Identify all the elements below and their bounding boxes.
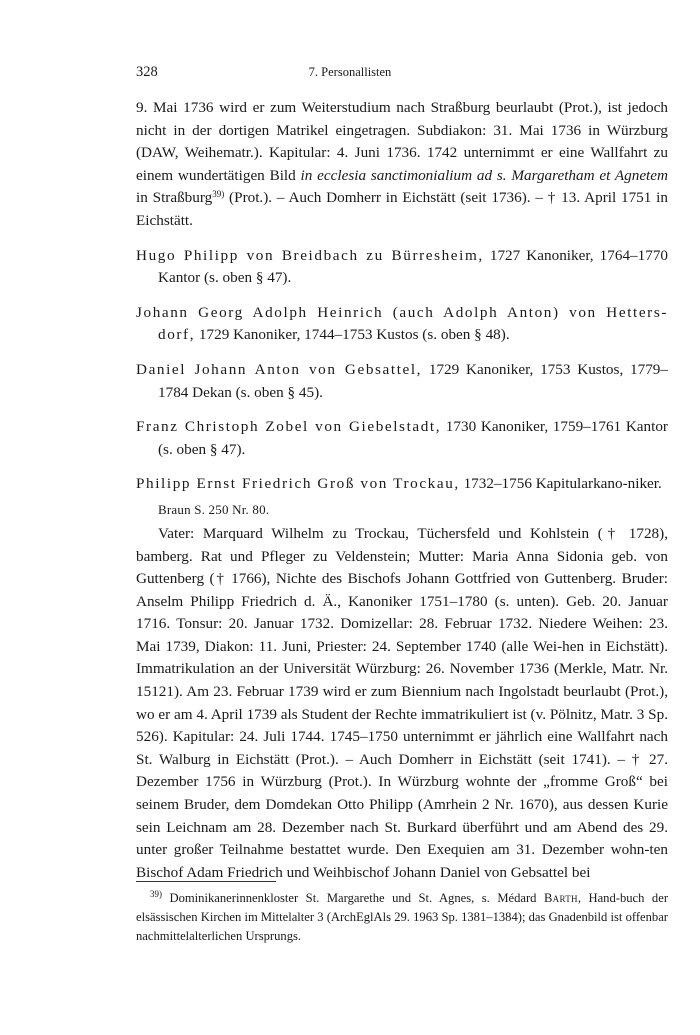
footnote-divider (136, 881, 276, 882)
person-entry-zobel (136, 416, 668, 461)
person-entry-gross-von-trockau (136, 473, 668, 496)
person-details: 1732–1756 Kapitularkano-niker. (459, 475, 662, 493)
footnote-author: Barth (543, 891, 578, 905)
person-entry-gebsattel (136, 359, 668, 404)
source-reference: Braun S. 250 Nr. 80. (158, 501, 270, 517)
footnote-text: Dominikanerinnenkloster St. Margarethe und St. Agnes, s. Médard (162, 891, 544, 905)
intro-text-place: in Straßburg (136, 189, 213, 207)
footnote-reference[interactable]: 39) (212, 189, 225, 200)
body-text (136, 97, 668, 884)
intro-latin-phrase: in ecclesia sanctimonialium ad s. Margaretham et Agnetem (300, 166, 668, 184)
person-name: Johann Georg Adolph Heinrich (auch Adolph Anton) von Hetters-dorf, (136, 303, 668, 344)
person-name: Philipp Ernst Friedrich Groß von Trockau, (136, 475, 460, 493)
person-details: 1729 Kanoniker, 1753 Kustos, 1779–1784 Dekan (s. oben § 45). (158, 360, 668, 401)
footnote-39 (136, 889, 668, 946)
person-entry-breidbach (136, 245, 668, 290)
intro-text: 9. Mai 1736 wird er zum Weiterstudium nach Straßburg beurlaubt (Prot.), ist jedoch nicht in der dortigen Matrikel eingetragen. Subdiakon: 31. Mai 1736 in Würzburg (DAW, Weihematr.). Kapitular: 4. Juni 1736. 1742 unternimmt er eine Wallfahrt zu einem wundertätigen Bild (136, 99, 668, 184)
person-details: 1730 Kanoniker, 1759–1761 Kantor (s. oben § 47). (158, 418, 668, 458)
running-head: 7. Personallisten (308, 65, 392, 79)
intro-paragraph (136, 97, 668, 233)
biography-paragraph: Vater: Marquard Wilhelm zu Trockau, Tüchersfeld und Kohlstein († 1728), bamberg. Rat und Pfleger zu Veldenstein; Mutter: Maria Anna Sidonia geb. von Guttenberg († 1766), Nichte des Bischofs Johann Gottfried von Guttenberg. Bruder: Anselm Philipp Friedrich d. Ä., Kanoniker 1751–1780 (s. unten). Geb. 20. Januar 1716. Tonsur: 20. Januar 1732. Domizellar: 28. Februar 1732. Niedere Weihen: 23. Mai 1739, Diakon: 11. Juni, Priester: 24. September 1740 (alle Wei-hen in Eichstätt). Immatrikulation an der Universität Würzburg: 26. November 1736 (Merkle, Matr. Nr. 15121). Am 23. Februar 1739 wird er zum Biennium nach Ingolstadt beurlaubt (Prot.), wo er am 4. April 1739 als Student der Rechte immatrikuliert ist (v. Pölnitz, Matr. 3 Sp. 526). Kapitular: 24. Juli 1744. 1745–1750 unternimmt er jährlich eine Wallfahrt nach St. Walburg in Eichstätt (Prot.). – Auch Domherr in Eichstätt (seit 1741). – † 27. Dezember 1756 in Würzburg (Prot.). In Würzburg wohnte der „fromme Groß“ bei seinem Bruder, dem Domdekan Otto Philipp (Amrhein 2 Nr. 1670), aus dessen Kurie sein Leichnam am 28. Dezember nach St. Burkard überführt und am Abend des 29. unter großer Teilnahme bestattet wurde. Den Exequien am 31. Dezember wohn-ten Bischof Adam Friedrich und Weihbischof Johann Daniel von Gebsattel bei (136, 524, 668, 881)
person-entry-hettersdorf (136, 302, 668, 347)
person-name: Daniel Johann Anton von Gebsattel, (136, 360, 423, 378)
intro-text-end: (Prot.). – Auch Domherr in Eichstätt (seit 1736). – † 13. April 1751 in Eichstätt. (136, 189, 668, 229)
footnote-marker: 39) (150, 889, 162, 899)
person-details: 1729 Kanoniker, 1744–1753 Kustos (s. oben § 48). (195, 326, 510, 344)
person-name: Franz Christoph Zobel von Giebelstadt, (136, 418, 442, 436)
person-name: Hugo Philipp von Breidbach zu Bürresheim, (136, 246, 484, 264)
page-number: 328 (136, 64, 158, 80)
person-details: 1727 Kanoniker, 1764–1770 Kantor (s. oben § 47). (158, 246, 669, 287)
footnote-text-end: , Hand-buch der elsässischen Kirchen im Mittelalter 3 (ArchEglAls 29. 1963 Sp. 1381–1384); das Gnadenbild ist offenbar nachmittelalterlichen Ursprungs. (136, 891, 669, 943)
